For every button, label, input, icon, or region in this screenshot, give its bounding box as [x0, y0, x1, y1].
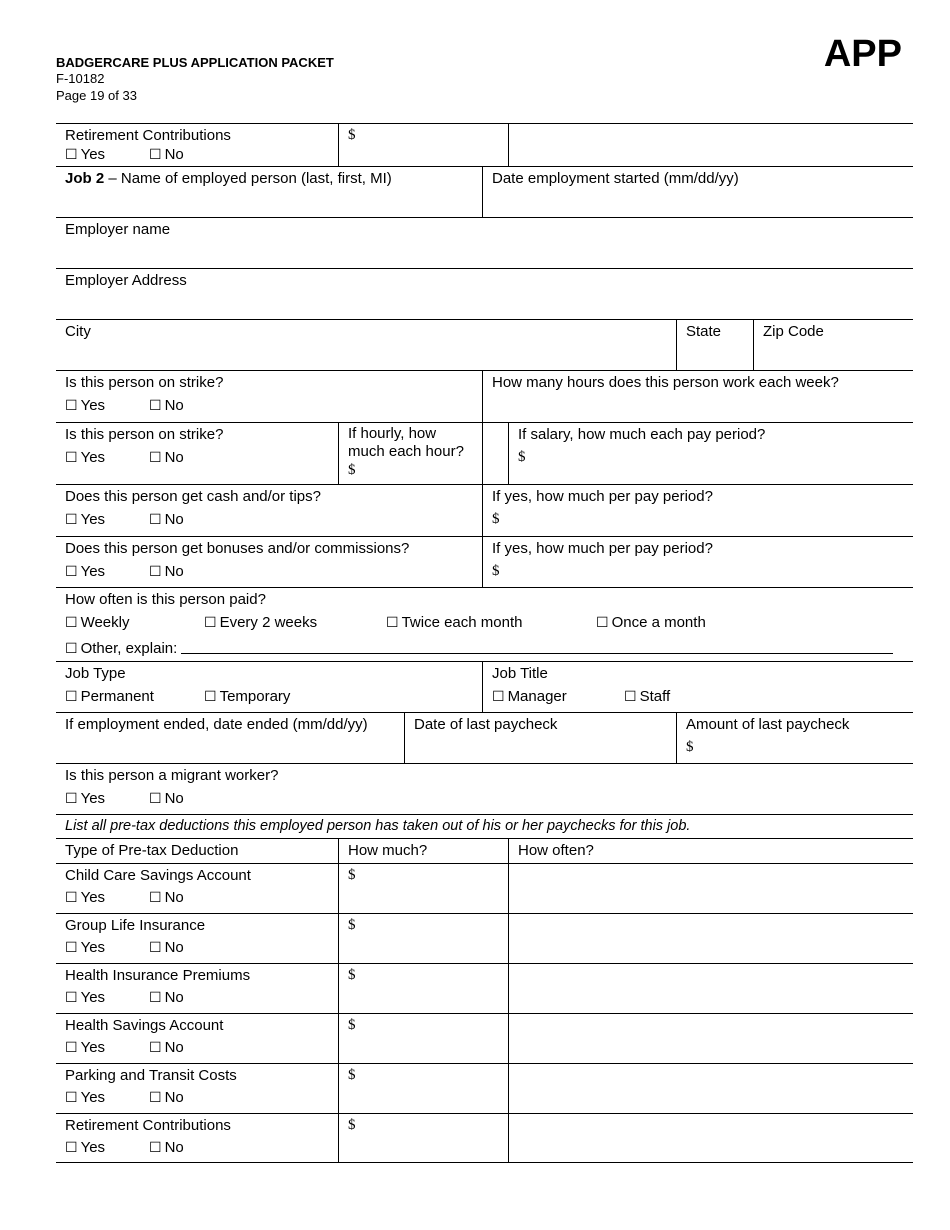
- pretax-health-premiums-label: Health Insurance Premiums: [65, 967, 251, 984]
- page-number: Page 19 of 33: [56, 88, 137, 103]
- date-ended-label: If employment ended, date ended (mm/dd/yy): [65, 716, 368, 733]
- pay-frequency-label: How often is this person paid?: [65, 591, 266, 608]
- salary-label: If salary, how much each pay period?: [518, 426, 766, 443]
- pay-every-2-weeks-checkbox[interactable]: ☐ Every 2 weeks: [204, 614, 318, 631]
- pretax-parking-amount-field[interactable]: $: [338, 1064, 508, 1113]
- last-paycheck-amount-label: Amount of last paycheck: [686, 716, 850, 733]
- pretax-hsa-label: Health Savings Account: [65, 1017, 224, 1034]
- pretax-group-life-amount-field[interactable]: $: [338, 914, 508, 963]
- pretax-health-premiums-frequency-field[interactable]: [508, 964, 913, 1013]
- form-number: F-10182: [56, 71, 105, 86]
- employer-name-field[interactable]: [56, 218, 913, 268]
- job2-date-started-label: Date employment started (mm/dd/yy): [492, 170, 739, 187]
- table-row: [56, 1013, 913, 1063]
- table-row: [56, 1063, 913, 1113]
- job2-heading-bold: Job 2: [65, 170, 105, 187]
- pretax-group-life-label: Group Life Insurance: [65, 917, 206, 934]
- hours-per-week-field[interactable]: [482, 371, 913, 422]
- top-retirement-yes-checkbox[interactable]: ☐ Yes: [65, 146, 106, 163]
- migrant-row: [56, 763, 913, 814]
- last-paycheck-date-label: Date of last paycheck: [414, 716, 558, 733]
- zip-code-label: Zip Code: [763, 323, 824, 340]
- employer-address-field[interactable]: [56, 269, 913, 319]
- job-type-temporary-checkbox[interactable]: ☐ Temporary: [204, 688, 291, 705]
- pretax-health-premiums-no-checkbox[interactable]: ☐ No: [149, 989, 184, 1006]
- pay-once-month-checkbox[interactable]: ☐ Once a month: [596, 614, 706, 631]
- strike2-no-checkbox[interactable]: ☐ No: [149, 449, 184, 466]
- application-form: [56, 123, 913, 1163]
- pay-weekly-checkbox[interactable]: ☐ Weekly: [65, 614, 130, 631]
- pretax-instruction-row: [56, 814, 913, 838]
- employer-address-label: Employer Address: [65, 272, 187, 289]
- migrant-yes-checkbox[interactable]: ☐ Yes: [65, 790, 106, 807]
- bonuses-yes-checkbox[interactable]: ☐ Yes: [65, 563, 106, 580]
- pretax-header-amount: How much?: [348, 842, 428, 859]
- top-retirement-no-checkbox[interactable]: ☐ No: [149, 146, 184, 163]
- top-retirement-row: [56, 123, 913, 166]
- pretax-child-care-amount-field[interactable]: $: [338, 864, 508, 913]
- city-label: City: [65, 323, 91, 340]
- hours-per-week-label: How many hours does this person work each week?: [492, 374, 839, 391]
- migrant-label: Is this person a migrant worker?: [65, 767, 279, 784]
- cash-tips-row: [56, 484, 913, 536]
- job-title-manager-checkbox[interactable]: ☐ Manager: [492, 688, 567, 705]
- pretax-retirement-no-checkbox[interactable]: ☐ No: [149, 1139, 184, 1156]
- job-type-title-row: [56, 661, 913, 712]
- strike1-yes-checkbox[interactable]: ☐ Yes: [65, 397, 106, 414]
- pretax-header-type: Type of Pre-tax Deduction: [65, 842, 239, 859]
- last-paycheck-amount-field[interactable]: Amount of last paycheck $: [676, 713, 913, 763]
- bonuses-no-checkbox[interactable]: ☐ No: [149, 563, 184, 580]
- strike-pay-row: [56, 422, 913, 484]
- pretax-hsa-yes-checkbox[interactable]: ☐ Yes: [65, 1039, 106, 1056]
- strike2-label: Is this person on strike?: [65, 426, 224, 443]
- job2-name-field[interactable]: [56, 167, 482, 217]
- pretax-health-premiums-yes-checkbox[interactable]: ☐ Yes: [65, 989, 106, 1006]
- top-retirement-amount-field[interactable]: $: [338, 124, 508, 166]
- pretax-retirement-amount-field[interactable]: $: [338, 1114, 508, 1162]
- employment-ended-row: [56, 712, 913, 763]
- job2-name-row: [56, 166, 913, 217]
- employer-name-label: Employer name: [65, 221, 171, 238]
- pretax-parking-no-checkbox[interactable]: ☐ No: [149, 1089, 184, 1106]
- pay-frequency-row: [56, 587, 913, 661]
- employer-name-row: [56, 217, 913, 268]
- pretax-parking-frequency-field[interactable]: [508, 1064, 913, 1113]
- last-paycheck-date-field[interactable]: [404, 713, 676, 763]
- pretax-child-care-yes-checkbox[interactable]: ☐ Yes: [65, 889, 106, 906]
- top-retirement-label: Retirement Contributions: [65, 127, 231, 144]
- hourly-rate-field[interactable]: If hourly, how much each hour? $: [338, 423, 482, 484]
- city-state-zip-row: [56, 319, 913, 370]
- job-title-label: Job Title: [492, 665, 548, 682]
- migrant-no-checkbox[interactable]: ☐ No: [149, 790, 184, 807]
- pay-other-explain-input[interactable]: [181, 641, 893, 654]
- pretax-child-care-no-checkbox[interactable]: ☐ No: [149, 889, 184, 906]
- pretax-retirement-frequency-field[interactable]: [508, 1114, 913, 1162]
- cash-tips-amount-field[interactable]: If yes, how much per pay period? $: [482, 485, 913, 536]
- job-type-permanent-checkbox[interactable]: ☐ Permanent: [65, 688, 154, 705]
- pretax-instruction: List all pre-tax deductions this employed person has taken out of his or her paychecks for this job.: [65, 818, 691, 834]
- pretax-group-life-frequency-field[interactable]: [508, 914, 913, 963]
- pretax-hsa-frequency-field[interactable]: [508, 1014, 913, 1063]
- pretax-child-care-label: Child Care Savings Account: [65, 867, 251, 884]
- pretax-header-frequency: How often?: [518, 842, 594, 859]
- job2-date-started-field[interactable]: [482, 167, 913, 217]
- pretax-group-life-no-checkbox[interactable]: ☐ No: [149, 939, 184, 956]
- strike-hours-row: [56, 370, 913, 422]
- bonuses-amount-label: If yes, how much per pay period?: [492, 540, 713, 557]
- pretax-retirement-yes-checkbox[interactable]: ☐ Yes: [65, 1139, 106, 1156]
- top-retirement-frequency-field[interactable]: [508, 124, 913, 166]
- cash-tips-yes-checkbox[interactable]: ☐ Yes: [65, 511, 106, 528]
- table-row: [56, 1113, 913, 1163]
- table-row: [56, 913, 913, 963]
- pretax-parking-label: Parking and Transit Costs: [65, 1067, 237, 1084]
- app-badge: APP: [823, 33, 902, 75]
- cash-tips-label: Does this person get cash and/or tips?: [65, 488, 321, 505]
- job-type-label: Job Type: [65, 665, 126, 682]
- strike2-yes-checkbox[interactable]: ☐ Yes: [65, 449, 106, 466]
- state-field[interactable]: [676, 320, 753, 370]
- strike1-label: Is this person on strike?: [65, 374, 224, 391]
- pay-other-checkbox[interactable]: ☐ Other, explain:: [65, 640, 178, 657]
- date-ended-field[interactable]: [56, 713, 404, 763]
- pretax-header-row: [56, 838, 913, 863]
- table-row: [56, 863, 913, 913]
- pretax-group-life-yes-checkbox[interactable]: ☐ Yes: [65, 939, 106, 956]
- strike1-no-checkbox[interactable]: ☐ No: [149, 397, 184, 414]
- city-field[interactable]: [56, 320, 676, 370]
- table-row: [56, 963, 913, 1013]
- job2-heading-text: – Name of employed person (last, first, MI): [104, 170, 392, 187]
- pretax-retirement-label: Retirement Contributions: [65, 1117, 231, 1134]
- cash-tips-amount-label: If yes, how much per pay period?: [492, 488, 713, 505]
- bonuses-label: Does this person get bonuses and/or commissions?: [65, 540, 410, 557]
- state-label: State: [686, 323, 722, 340]
- pretax-child-care-frequency-field[interactable]: [508, 864, 913, 913]
- pretax-health-premiums-amount-field[interactable]: $: [338, 964, 508, 1013]
- zip-code-field[interactable]: [753, 320, 913, 370]
- pretax-hsa-amount-field[interactable]: $: [338, 1014, 508, 1063]
- bonuses-row: [56, 536, 913, 587]
- pretax-hsa-no-checkbox[interactable]: ☐ No: [149, 1039, 184, 1056]
- job-title-staff-checkbox[interactable]: ☐ Staff: [624, 688, 671, 705]
- salary-amount-field[interactable]: If salary, how much each pay period? $: [508, 423, 913, 484]
- employer-address-row: [56, 268, 913, 319]
- bonuses-amount-field[interactable]: If yes, how much per pay period? $: [482, 537, 913, 587]
- pretax-parking-yes-checkbox[interactable]: ☐ Yes: [65, 1089, 106, 1106]
- pay-twice-month-checkbox[interactable]: ☐ Twice each month: [386, 614, 523, 631]
- cash-tips-no-checkbox[interactable]: ☐ No: [149, 511, 184, 528]
- form-header-title: BADGERCARE PLUS APPLICATION PACKET: [56, 55, 334, 70]
- hourly-rate-label: If hourly, how much each hour?: [348, 425, 464, 460]
